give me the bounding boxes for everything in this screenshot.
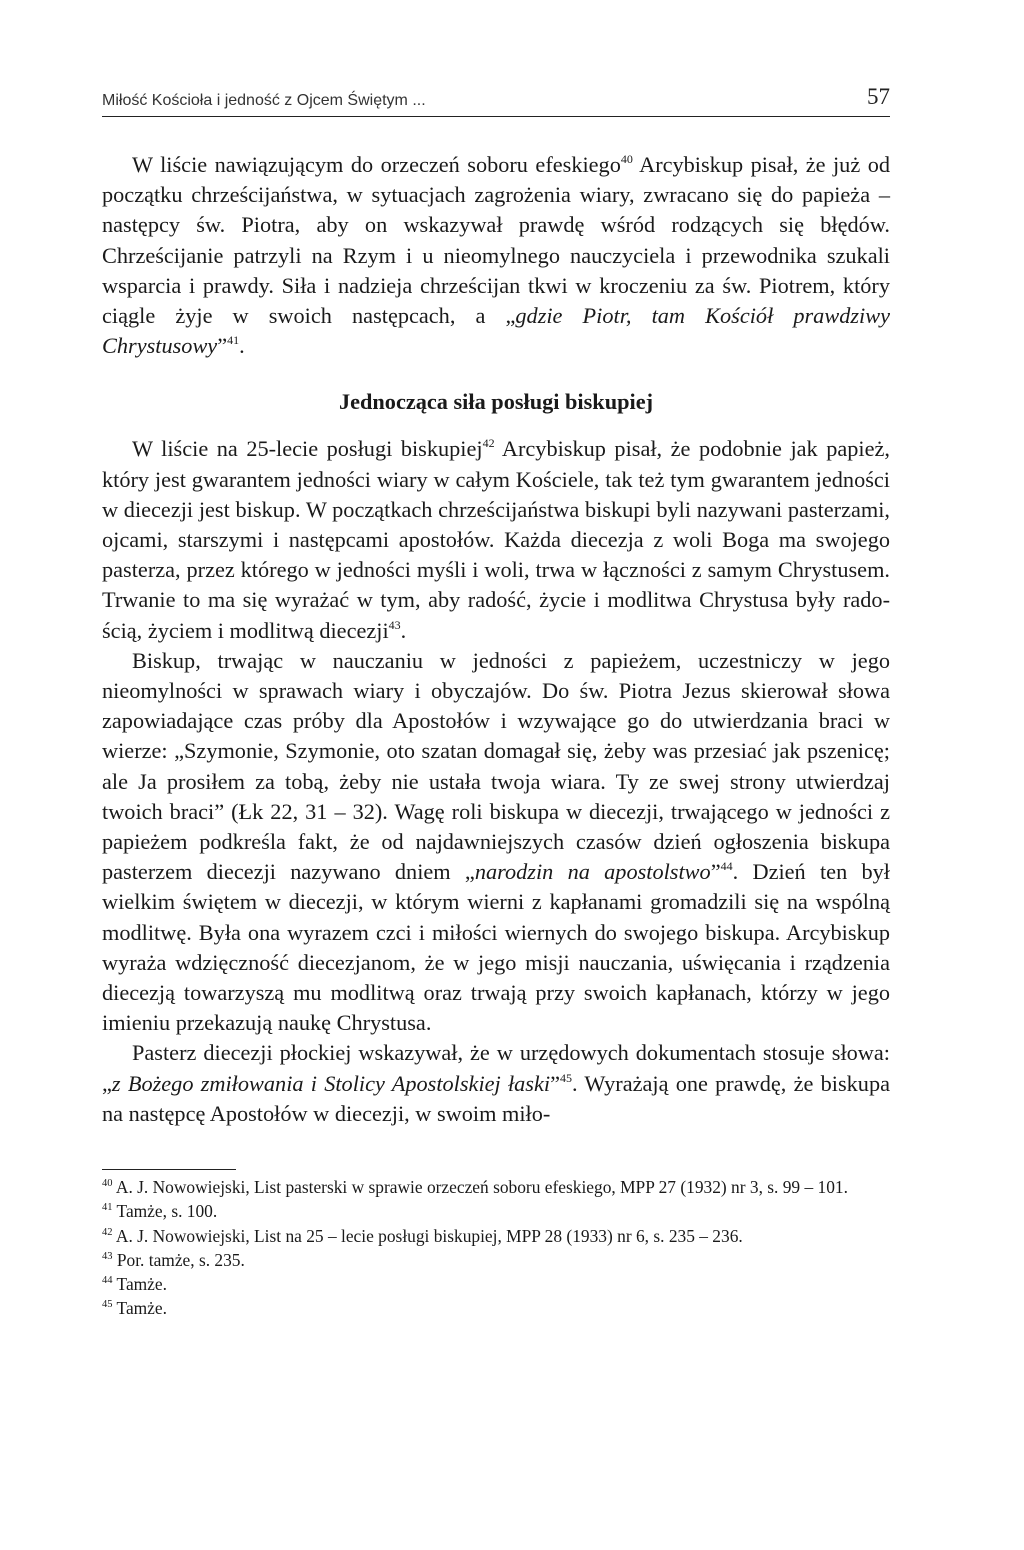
text-run: . Dzień ten był wielkim świętem w diecezji, w którym wierni z kapłanami gromadzili się na wspólną modlitwę. Była ona wyrazem czci i miłości wiernych do swojego biskupa. Arcybiskup wyraża wdzięczność diecezjanom, że w jego misji nauczania, uświęcania i rządzenia diecezją towarzyszą mu modlitwą oraz trwają przy swoich kapłanach, którzy w jego imieniu przekazują naukę Chrystusa.	[102, 859, 890, 1036]
footnote-number: 43	[102, 1250, 113, 1262]
footnote-text: Tamże.	[112, 1273, 167, 1294]
footnote-ref-43[interactable]: 43	[388, 617, 401, 632]
footnote-ref-42[interactable]: 42	[482, 436, 495, 451]
footnote-43	[102, 1248, 890, 1272]
footnote-number: 44	[102, 1274, 113, 1286]
footnote-text: A. J. Nowowiejski, List na 25 – lecie posługi biskupiej, MPP 28 (1933) nr 6, s. 235 – 236.	[112, 1225, 743, 1246]
paragraph-3	[102, 646, 890, 1039]
footnote-text: Por. tamże, s. 235.	[112, 1249, 245, 1270]
text-run: W liście nawiązującym do orzeczeń soboru efeskiego	[132, 152, 621, 177]
footnote-41	[102, 1199, 890, 1223]
footnote-45	[102, 1296, 890, 1320]
footnote-divider	[102, 1169, 236, 1170]
footnote-text: A. J. Nowowiejski, List pasterski w sprawie orzeczeń soboru efeskiego, MPP 27 (1932) nr 3, s. 99 – 101.	[112, 1177, 848, 1198]
italic-quote: gdzie Piotr, tam Kościół prawdziwy Chrystusowy	[102, 303, 890, 359]
footnote-text: Tamże, s. 100.	[112, 1201, 218, 1222]
footnote-number: 45	[102, 1299, 113, 1311]
footnote-number: 42	[102, 1226, 113, 1238]
footnote-ref-40[interactable]: 40	[620, 152, 633, 166]
text-run: ”	[710, 859, 721, 885]
page	[102, 82, 890, 1320]
footnote-44	[102, 1272, 890, 1296]
text-run: ”	[550, 1070, 560, 1096]
footnote-ref-44[interactable]: 44	[720, 859, 733, 874]
text-run: Pasterz diecezji płockiej wskazywał, że w urzędowych dokumentach stosuje słowa: „	[102, 1040, 890, 1096]
text-run: .	[239, 333, 245, 359]
text-run: Arcybiskup pisał, że już od początku chrześcijaństwa, w sytuacjach zagrożenia wiary, zwracano się do papieża – następcy św. Piotra, aby on wskazywał prawdę wśród rodzących się błędów. Chrześcijanie patrzyli na Rzym i u nieomylnego nauczyciela i przewodnika szukali wsparcia i prawdy. Siła i nadzieja chrześcijan tkwi w kroczeniu za św. Piotrem, który ciągle żyje w swoich następcach, a „	[102, 152, 890, 329]
page-number: 57	[867, 84, 890, 109]
paragraph-2	[102, 434, 890, 645]
text-run: ”	[217, 333, 228, 359]
text-run: Arcybiskup pisał, że podobnie jak papież, który jest gwarantem jedności wiary w całym Kościele, tak też tym gwarantem jedności w diecezji jest biskup. W początkach chrześcijaństwa biskupi byli nazywani pasterzami, ojcami, starszymi i następcami apostołów. Każda diecezja z woli Boga ma swojego pasterza, przez którego w jedności myśli i woli, trwa w łączności z samym Chrystusem. Trwanie to ma się wyrażać w tym, aby radość, życie i modlitwa Chrystusa były radością, życiem i modlitwą diecezji	[102, 436, 890, 643]
footnotes	[102, 1175, 890, 1320]
footnote-42	[102, 1224, 890, 1248]
paragraph-4	[102, 1038, 890, 1129]
paragraph-1	[102, 150, 890, 361]
text-run: W liście na 25-lecie posługi biskupiej	[132, 436, 483, 462]
text-run: . Wyrażają one prawdę, że biskupa na następcę Apostołów w diecezji, w swoim miło-	[102, 1070, 890, 1126]
footnote-40	[102, 1175, 890, 1199]
italic-quote: z Bożego zmiłowania i Stolicy Apostolskiej łaski	[111, 1070, 551, 1096]
text-run: .	[400, 617, 407, 643]
running-title: Miłość Kościoła i jedność z Ojcem Świętym ...	[102, 92, 426, 109]
footnote-ref-41[interactable]: 41	[227, 333, 240, 348]
footnote-number: 41	[102, 1202, 113, 1214]
section-heading: Jednocząca siła posługi biskupiej	[338, 389, 654, 415]
text-run: Biskup, trwając w nauczaniu w jedności z papieżem, uczestniczy w jego nieomylności w sprawach wiary i obyczajów. Do św. Piotra Jezus skierował słowa zapowiadające czas próby dla Apostołów i wzywające go do utwierdzania braci w wierze: „Szymonie, Szymonie, oto szatan domagał się, żeby was przesiać jak pszenicę; ale Ja prosiłem za tobą, żeby nie ustała twoja wiara. Ty ze swej strony utwierdzaj twoich braci” (Łk 22, 31 – 32). Wagę roli biskupa w diecezji, trwającego w jedności z papieżem podkreśla fakt, że od najdawniejszych czasów dzień ogłoszenia biskupa pasterzem diecezji nazywano dniem „	[102, 647, 890, 885]
footnote-ref-45[interactable]: 45	[560, 1070, 572, 1085]
footnote-number: 40	[102, 1178, 113, 1190]
running-head	[102, 82, 890, 117]
italic-quote: narodzin na apostolstwo	[474, 859, 711, 885]
footnote-text: Tamże.	[112, 1298, 167, 1319]
